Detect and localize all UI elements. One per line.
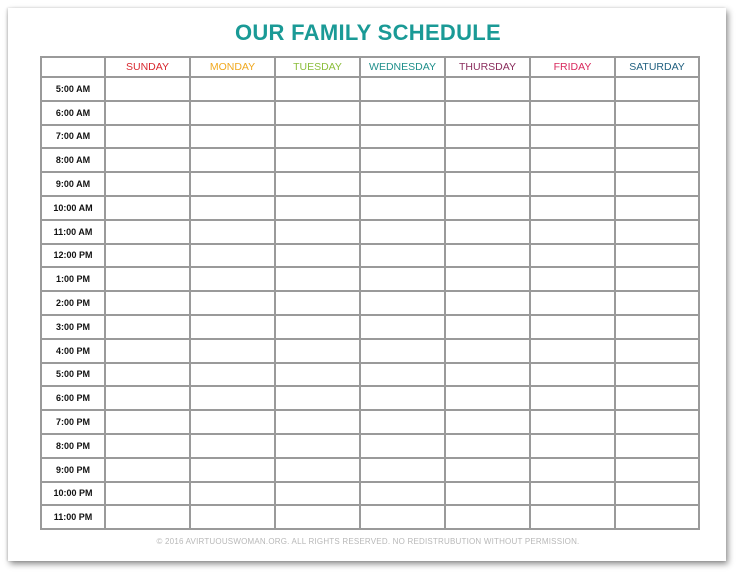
time-label: 6:00 AM: [42, 102, 106, 126]
schedule-cell[interactable]: [361, 387, 446, 411]
table-row: [42, 340, 700, 364]
schedule-cell[interactable]: [191, 173, 276, 197]
schedule-cell[interactable]: [276, 245, 361, 269]
schedule-cell[interactable]: [106, 197, 191, 221]
table-row: [42, 126, 700, 150]
schedule-cell[interactable]: [276, 340, 361, 364]
schedule-cell[interactable]: [446, 102, 531, 126]
schedule-cell[interactable]: [446, 364, 531, 388]
schedule-cell[interactable]: [361, 411, 446, 435]
table-row: [42, 364, 700, 388]
corner-cell: [42, 58, 106, 78]
schedule-cell[interactable]: [276, 459, 361, 483]
schedule-cell[interactable]: [276, 221, 361, 245]
schedule-cell[interactable]: [276, 316, 361, 340]
time-label: 5:00 PM: [42, 364, 106, 388]
schedule-cell[interactable]: [106, 149, 191, 173]
schedule-cell[interactable]: [446, 316, 531, 340]
schedule-cell[interactable]: [106, 459, 191, 483]
schedule-cell[interactable]: [276, 149, 361, 173]
schedule-cell[interactable]: [446, 340, 531, 364]
schedule-cell[interactable]: [531, 149, 616, 173]
table-row: [42, 506, 700, 530]
schedule-cell[interactable]: [446, 411, 531, 435]
schedule-cell[interactable]: [191, 364, 276, 388]
schedule-cell[interactable]: [106, 364, 191, 388]
table-row: [42, 245, 700, 269]
time-label: 2:00 PM: [42, 292, 106, 316]
schedule-cell[interactable]: [106, 78, 191, 102]
time-label: 11:00 PM: [42, 506, 106, 530]
schedule-cell[interactable]: [276, 364, 361, 388]
time-label: 11:00 AM: [42, 221, 106, 245]
schedule-cell[interactable]: [106, 506, 191, 530]
schedule-cell[interactable]: [361, 364, 446, 388]
table-row: [42, 221, 700, 245]
schedule-cell[interactable]: [276, 126, 361, 150]
schedule-cell[interactable]: [361, 268, 446, 292]
schedule-cell[interactable]: [191, 268, 276, 292]
schedule-cell[interactable]: [191, 126, 276, 150]
schedule-cell[interactable]: [106, 340, 191, 364]
schedule-cell[interactable]: [446, 483, 531, 507]
schedule-cell[interactable]: [531, 364, 616, 388]
time-label: 10:00 PM: [42, 483, 106, 507]
time-label: 7:00 PM: [42, 411, 106, 435]
table-row: [42, 268, 700, 292]
time-label: 3:00 PM: [42, 316, 106, 340]
schedule-cell[interactable]: [616, 78, 700, 102]
schedule-cell[interactable]: [361, 245, 446, 269]
schedule-cell[interactable]: [446, 221, 531, 245]
schedule-cell[interactable]: [531, 316, 616, 340]
table-row: [42, 78, 700, 102]
schedule-cell[interactable]: [361, 197, 446, 221]
time-label: 5:00 AM: [42, 78, 106, 102]
schedule-cell[interactable]: [106, 173, 191, 197]
schedule-cell[interactable]: [191, 387, 276, 411]
schedule-cell[interactable]: [106, 387, 191, 411]
schedule-cell[interactable]: [361, 292, 446, 316]
table-row: [42, 459, 700, 483]
schedule-cell[interactable]: [531, 245, 616, 269]
schedule-cell[interactable]: [361, 435, 446, 459]
schedule-cell[interactable]: [106, 102, 191, 126]
schedule-cell[interactable]: [106, 435, 191, 459]
schedule-cell[interactable]: [616, 435, 700, 459]
schedule-cell[interactable]: [106, 245, 191, 269]
time-label: 10:00 AM: [42, 197, 106, 221]
schedule-cell[interactable]: [531, 102, 616, 126]
schedule-cell[interactable]: [276, 197, 361, 221]
schedule-cell[interactable]: [361, 506, 446, 530]
page-title: OUR FAMILY SCHEDULE: [234, 20, 502, 45]
schedule-cell[interactable]: [616, 387, 700, 411]
schedule-cell[interactable]: [616, 340, 700, 364]
schedule-cell[interactable]: [616, 197, 700, 221]
schedule-cell[interactable]: [361, 173, 446, 197]
schedule-cell[interactable]: [276, 102, 361, 126]
time-label: 6:00 PM: [42, 387, 106, 411]
schedule-cell[interactable]: [446, 173, 531, 197]
schedule-cell[interactable]: [191, 292, 276, 316]
schedule-cell[interactable]: [361, 149, 446, 173]
schedule-cell[interactable]: [276, 268, 361, 292]
time-label: 9:00 AM: [42, 173, 106, 197]
schedule-cell[interactable]: [191, 149, 276, 173]
schedule-cell[interactable]: [531, 126, 616, 150]
schedule-cell[interactable]: [191, 483, 276, 507]
table-row: [42, 411, 700, 435]
schedule-cell[interactable]: [276, 411, 361, 435]
schedule-cell[interactable]: [531, 459, 616, 483]
schedule-cell[interactable]: [361, 126, 446, 150]
schedule-cell[interactable]: [616, 506, 700, 530]
schedule-cell[interactable]: [616, 483, 700, 507]
schedule-cell[interactable]: [361, 340, 446, 364]
schedule-cell[interactable]: [276, 292, 361, 316]
schedule-cell[interactable]: [446, 435, 531, 459]
schedule-cell[interactable]: [361, 459, 446, 483]
table-row: [42, 102, 700, 126]
schedule-cell[interactable]: [106, 483, 191, 507]
schedule-cell[interactable]: [361, 78, 446, 102]
table-row: [42, 483, 700, 507]
time-label: 7:00 AM: [42, 126, 106, 150]
schedule-cell[interactable]: [446, 126, 531, 150]
schedule-cell[interactable]: [616, 364, 700, 388]
table-row: [42, 197, 700, 221]
schedule-cell[interactable]: [616, 149, 700, 173]
copyright-footer: © 2016 AVIRTUOUSWOMAN.ORG. ALL RIGHTS RESERVED. NO REDISTRUBUTION WITHOUT PERMISSION.: [156, 537, 580, 546]
schedule-cell[interactable]: [446, 387, 531, 411]
schedule-cell[interactable]: [191, 316, 276, 340]
day-header-tuesday: TUESDAY: [276, 58, 361, 78]
schedule-cell[interactable]: [616, 411, 700, 435]
table-row: [42, 292, 700, 316]
day-header-thursday: THURSDAY: [446, 58, 531, 78]
schedule-cell[interactable]: [361, 316, 446, 340]
schedule-cell[interactable]: [191, 506, 276, 530]
schedule-cell[interactable]: [446, 149, 531, 173]
header-row: [42, 58, 700, 78]
schedule-cell[interactable]: [191, 340, 276, 364]
day-header-wednesday: WEDNESDAY: [361, 58, 446, 78]
schedule-cell[interactable]: [446, 292, 531, 316]
table-row: [42, 387, 700, 411]
schedule-grid: [40, 56, 700, 530]
schedule-cell[interactable]: [361, 102, 446, 126]
schedule-cell[interactable]: [191, 221, 276, 245]
time-label: 9:00 PM: [42, 459, 106, 483]
time-label: 8:00 PM: [42, 435, 106, 459]
schedule-cell[interactable]: [191, 459, 276, 483]
schedule-cell[interactable]: [531, 506, 616, 530]
schedule-cell[interactable]: [106, 292, 191, 316]
schedule-cell[interactable]: [616, 268, 700, 292]
schedule-body: [42, 78, 700, 530]
time-label: 4:00 PM: [42, 340, 106, 364]
schedule-cell[interactable]: [106, 268, 191, 292]
schedule-cell[interactable]: [276, 173, 361, 197]
schedule-cell[interactable]: [191, 102, 276, 126]
schedule-cell[interactable]: [446, 459, 531, 483]
day-header-sunday: SUNDAY: [106, 58, 191, 78]
time-label: 1:00 PM: [42, 268, 106, 292]
schedule-cell[interactable]: [531, 197, 616, 221]
schedule-cell[interactable]: [616, 316, 700, 340]
schedule-cell[interactable]: [531, 483, 616, 507]
schedule-cell[interactable]: [531, 387, 616, 411]
schedule-cell[interactable]: [106, 221, 191, 245]
schedule-cell[interactable]: [446, 197, 531, 221]
schedule-cell[interactable]: [106, 411, 191, 435]
schedule-cell[interactable]: [616, 173, 700, 197]
schedule-cell[interactable]: [616, 245, 700, 269]
schedule-cell[interactable]: [106, 126, 191, 150]
schedule-cell[interactable]: [446, 268, 531, 292]
schedule-cell[interactable]: [616, 221, 700, 245]
day-header-friday: FRIDAY: [531, 58, 616, 78]
schedule-cell[interactable]: [531, 78, 616, 102]
schedule-cell[interactable]: [446, 506, 531, 530]
schedule-cell[interactable]: [616, 102, 700, 126]
time-label: 12:00 PM: [42, 245, 106, 269]
schedule-cell[interactable]: [276, 506, 361, 530]
schedule-cell[interactable]: [361, 483, 446, 507]
schedule-cell[interactable]: [531, 173, 616, 197]
schedule-cell[interactable]: [276, 483, 361, 507]
table-row: [42, 149, 700, 173]
schedule-cell[interactable]: [276, 435, 361, 459]
day-header-saturday: SATURDAY: [616, 58, 700, 78]
table-row: [42, 173, 700, 197]
schedule-cell[interactable]: [616, 459, 700, 483]
schedule-cell[interactable]: [616, 292, 700, 316]
schedule-cell[interactable]: [191, 245, 276, 269]
schedule-cell[interactable]: [106, 316, 191, 340]
day-header-monday: MONDAY: [191, 58, 276, 78]
schedule-cell[interactable]: [191, 197, 276, 221]
schedule-cell[interactable]: [616, 126, 700, 150]
schedule-cell[interactable]: [446, 78, 531, 102]
schedule-cell[interactable]: [191, 435, 276, 459]
schedule-cell[interactable]: [531, 268, 616, 292]
schedule-cell[interactable]: [361, 221, 446, 245]
schedule-cell[interactable]: [531, 435, 616, 459]
schedule-cell[interactable]: [191, 78, 276, 102]
schedule-cell[interactable]: [276, 387, 361, 411]
time-label: 8:00 AM: [42, 149, 106, 173]
table-row: [42, 435, 700, 459]
schedule-cell[interactable]: [531, 292, 616, 316]
schedule-cell[interactable]: [531, 340, 616, 364]
schedule-cell[interactable]: [446, 245, 531, 269]
schedule-cell[interactable]: [531, 411, 616, 435]
schedule-cell[interactable]: [276, 78, 361, 102]
schedule-cell[interactable]: [191, 411, 276, 435]
schedule-cell[interactable]: [531, 221, 616, 245]
table-row: [42, 316, 700, 340]
